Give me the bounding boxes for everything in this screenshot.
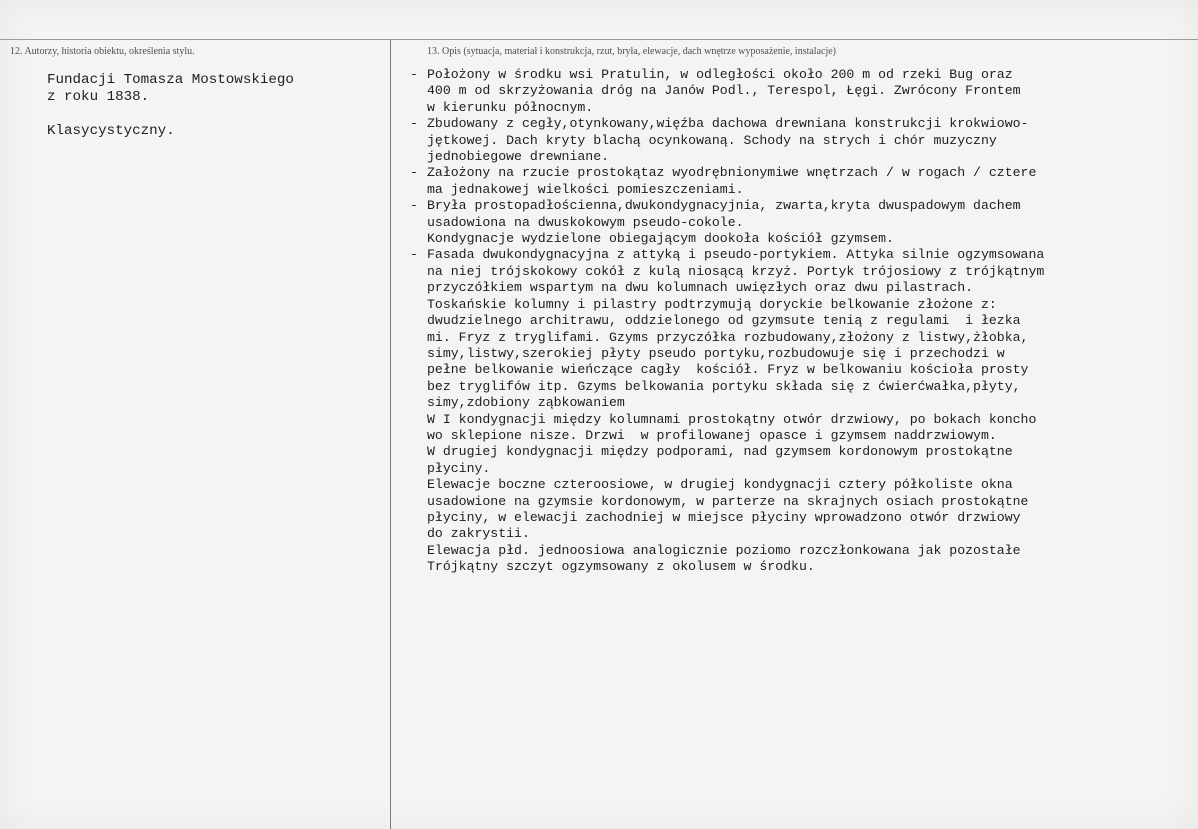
column-divider (390, 40, 391, 829)
list-dash: - (410, 67, 418, 82)
text-line: Elewacja płd. jednoosiowa analogicznie poziomo rozczłonkowana jak pozostałe (427, 542, 1021, 558)
text-line: Toskańskie kolumny i pilastry podtrzymują doryckie belkowanie złożone z: (427, 296, 997, 312)
text-line: - Zbudowany z cegły,otynkowany,więźba dachowa drewniana konstrukcji krokwiowo- (410, 116, 1029, 132)
text-line: dwudzielnego architrawu, oddzielonego od gzymsute tenią z regulami i łezka (427, 313, 1021, 329)
text-line: W I kondygnacji między kolumnami prostokątny otwór drzwiowy, po bokach koncho (427, 411, 1037, 427)
text-line: 400 m od skrzyżowania dróg na Janów Podl., Terespol, Łęgi. Zwrócony Frontem (427, 83, 1021, 99)
text-line: płyciny. (427, 460, 491, 476)
text-line: pełne belkowanie wieńczące cagły kościół. Fryz w belkowaniu kościoła prosty (427, 362, 1029, 378)
description-text (410, 67, 1190, 576)
text-line: - Położony w środku wsi Pratulin, w odległości około 200 m od rzeki Bug oraz (410, 67, 1013, 82)
text-line: mi. Fryz z tryglifami. Gzyms przyczółka rozbudowany,złożony z listwy,żłobka, (427, 329, 1029, 345)
list-dash: - (410, 165, 418, 181)
text-line: bez tryglifów itp. Gzyms belkowania portyku składa się z ćwierćwałka,płyty, (427, 378, 1021, 394)
spacer (47, 106, 377, 123)
text-line: W drugiej kondygnacji między podporami, nad gzymsem kordonowym prostokątne (427, 444, 1013, 460)
text-line: jednobiegowe drewniane. (427, 149, 610, 165)
text-line: - Założony na rzucie prostokątaz wyodrębnionymiwe wnętrzach / w rogach / cztere (410, 165, 1037, 181)
list-dash: - (410, 116, 418, 132)
text-line: Trójkątny szczyt ogzymsowany z okolusem w środku. (427, 559, 815, 575)
year-line: z roku 1838. (47, 89, 150, 105)
text-line: w kierunku północnym. (427, 99, 594, 115)
authors-history-style-text (47, 72, 377, 140)
list-dash: - (410, 198, 418, 214)
text-line: simy,zdobiony ząbkowaniem (427, 395, 625, 411)
text-line: przyczółkiem wspartym na dwu kolumnach uwięzłych oraz dwu pilastrach. (427, 280, 974, 296)
text-line: ma jednakowej wielkości pomieszczeniami. (427, 181, 744, 197)
text-line: - Bryła prostopadłościenna,dwukondygnacyjnia, zwarta,kryta dwuspadowym dachem (410, 198, 1021, 214)
text-line: usadowione na gzymsie kordonowym, w parterze na skrajnych osiach prostokątne (427, 493, 1029, 509)
top-rule (0, 39, 1198, 40)
list-dash: - (410, 247, 418, 263)
text-line: na niej trójskokowy cokół z kulą niosącą krzyż. Portyk trójosiowy z trójkątnym (427, 263, 1045, 279)
section-12-heading: 12. Autorzy, historia obiektu, określenia stylu. (10, 46, 195, 57)
text-line: simy,listwy,szerokiej płyty pseudo portyku,rozbudowuje się i przechodzi w (427, 345, 1005, 361)
text-line: usadowiona na dwuskokowym pseudo-cokole. (427, 214, 744, 230)
text-line: Elewacje boczne czteroosiowe, w drugiej kondygnacji cztery półkoliste okna (427, 477, 1013, 493)
text-line: do zakrystii. (427, 526, 530, 542)
text-line: Kondygnacje wydzielone obiegającym dookoła kościół gzymsem. (427, 231, 894, 247)
text-line: jętkowej. Dach kryty blachą ocynkowaną. Schody na strych i chór muzyczny (427, 132, 997, 148)
foundation-line: Fundacji Tomasza Mostowskiego (47, 72, 294, 88)
section-13-heading: 13. Opis (sytuacja, materiał i konstrukcja, rzut, bryła, elewacje, dach wnętrze wyposażenie, instalacje) (427, 46, 836, 57)
style-line: Klasycystyczny. (47, 123, 175, 139)
text-line: wo sklepione nisze. Drzwi w profilowanej opasce i gzymsem naddrzwiowym. (427, 427, 997, 443)
text-line: płyciny, w elewacji zachodniej w miejsce płyciny wprowadzono otwór drzwiowy (427, 509, 1021, 525)
text-line: - Fasada dwukondygnacyjna z attyką i pseudo-portykiem. Attyka silnie ogzymsowana (410, 247, 1045, 263)
